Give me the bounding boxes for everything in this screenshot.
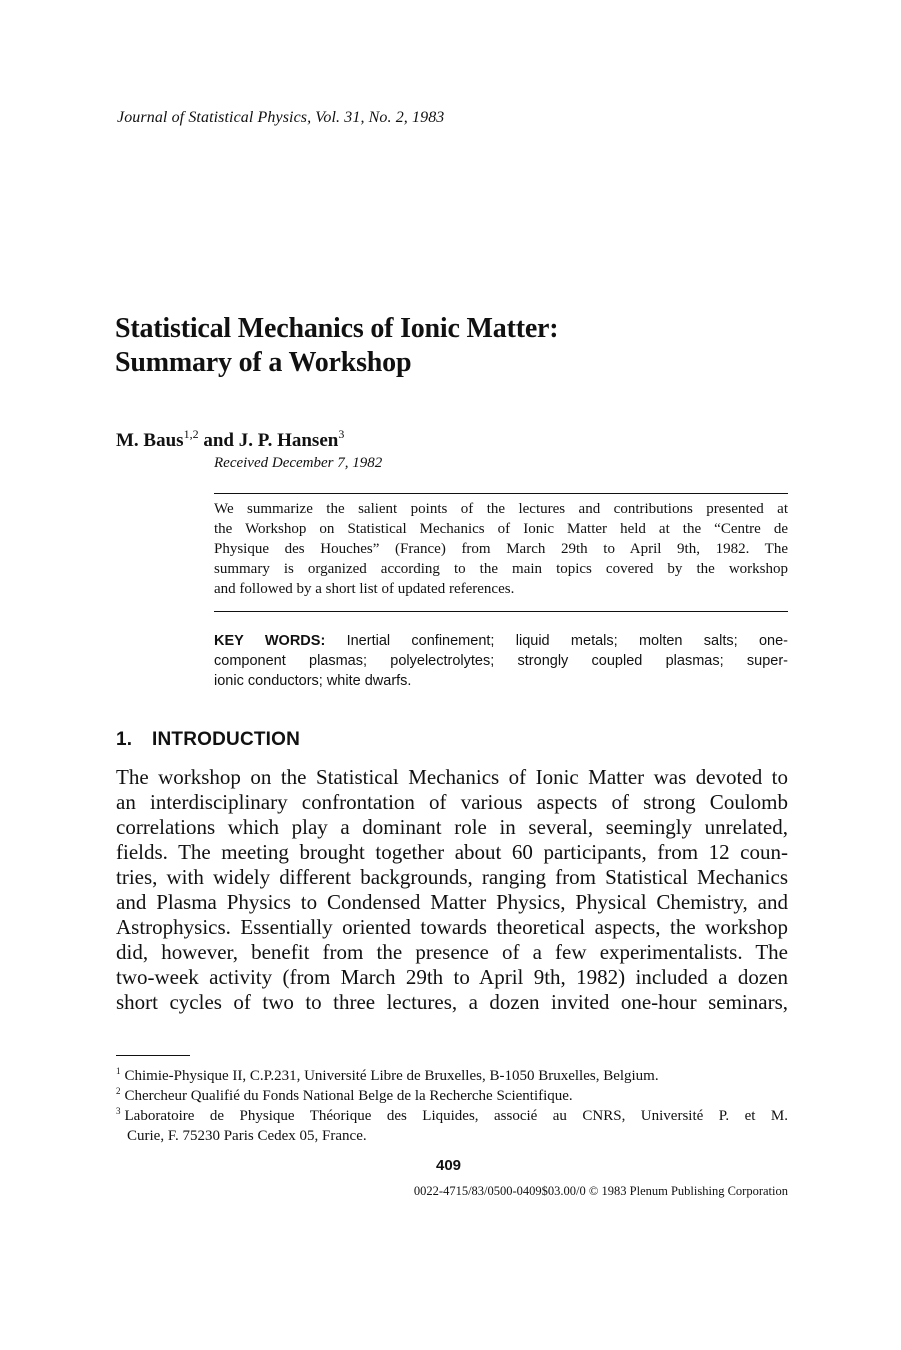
body-line: fields. The meeting brought together about 60 participants, from 12 coun-	[116, 840, 788, 864]
abstract-line: Physique des Houches” (France) from March 29th to April 9th, 1982. The	[214, 541, 788, 557]
page-number: 409	[436, 1157, 462, 1174]
footnote-mark: 2	[116, 1086, 121, 1096]
keywords-line-1	[214, 631, 788, 651]
footnote-text: Chercheur Qualifié du Fonds National Belge de la Recherche Scientifique.	[124, 1088, 573, 1104]
body-line: two-week activity (from March 29th to April 9th, 1982) included a dozen	[116, 965, 788, 989]
abstract-top-rule	[214, 493, 788, 494]
footnote-mark: 3	[116, 1106, 121, 1116]
paper-title	[115, 312, 815, 380]
abstract-line: and followed by a short list of updated references.	[214, 581, 515, 597]
body-line: correlations which play a dominant role in several, seemingly unrelated,	[116, 815, 788, 839]
received-date: Received December 7, 1982	[214, 455, 383, 471]
section-heading	[116, 729, 300, 751]
keywords-text: Inertial confinement; liquid metals; molten salts; one-	[325, 633, 788, 649]
author-line	[116, 427, 345, 452]
footnote-rule	[116, 1055, 190, 1056]
abstract-line: the Workshop on Statistical Mechanics of Ionic Matter held at the “Centre de	[214, 521, 788, 537]
footnote-text: Chimie-Physique II, C.P.231, Université Libre de Bruxelles, B-1050 Bruxelles, Belgium.	[124, 1068, 659, 1084]
keywords-line-3: ionic conductors; white dwarfs.	[214, 673, 412, 689]
footnote-1	[116, 1066, 788, 1086]
keywords-label: KEY WORDS:	[214, 633, 326, 649]
body-line: short cycles of two to three lectures, a dozen invited one-hour seminars,	[116, 990, 788, 1014]
keywords-block	[214, 631, 788, 691]
abstract	[214, 499, 788, 599]
body-line: did, however, benefit from the presence of a few experimentalists. The	[116, 940, 788, 964]
author-1-name: M. Baus	[116, 430, 184, 451]
body-line: The workshop on the Statistical Mechanics of Ionic Matter was devoted to	[116, 765, 788, 789]
author-connector: and	[198, 430, 239, 451]
title-line-2: Summary of a Workshop	[115, 347, 412, 378]
abstract-line: summary is organized according to the main topics covered by the workshop	[214, 561, 788, 577]
body-paragraph	[116, 765, 788, 1015]
abstract-bottom-rule	[214, 611, 788, 612]
keywords-line-2: component plasmas; polyelectrolytes; strongly coupled plasmas; super-	[214, 653, 788, 669]
body-line: Astrophysics. Essentially oriented towards theoretical aspects, the workshop	[116, 915, 788, 939]
title-line-1: Statistical Mechanics of Ionic Matter:	[115, 313, 559, 344]
journal-citation: Journal of Statistical Physics, Vol. 31, No. 2, 1983	[117, 109, 445, 126]
footnotes	[116, 1066, 788, 1146]
body-line: an interdisciplinary confrontation of various aspects of strong Coulomb	[116, 790, 788, 814]
body-line: and Plasma Physics to Condensed Matter Physics, Physical Chemistry, and	[116, 890, 788, 914]
section-number: 1.	[116, 729, 133, 750]
footnote-text: Laboratoire de Physique Théorique des Liquides, associé au CNRS, Université P. et M.	[124, 1108, 788, 1124]
abstract-line: We summarize the salient points of the lectures and contributions presented at	[214, 501, 788, 517]
footnote-3	[116, 1106, 788, 1126]
footnote-2	[116, 1086, 788, 1106]
section-title: INTRODUCTION	[152, 729, 301, 750]
author-1-affiliation-marks: 1,2	[183, 427, 199, 441]
body-line: tries, with widely different backgrounds, ranging from Statistical Mechanics	[116, 865, 788, 889]
author-2-name: J. P. Hansen	[238, 430, 339, 451]
copyright-line: 0022-4715/83/0500-0409$03.00/0 © 1983 Plenum Publishing Corporation	[413, 1184, 788, 1198]
footnote-mark: 1	[116, 1066, 121, 1076]
author-2-affiliation-mark: 3	[338, 427, 345, 441]
footnote-3-continuation: Curie, F. 75230 Paris Cedex 05, France.	[127, 1128, 367, 1144]
